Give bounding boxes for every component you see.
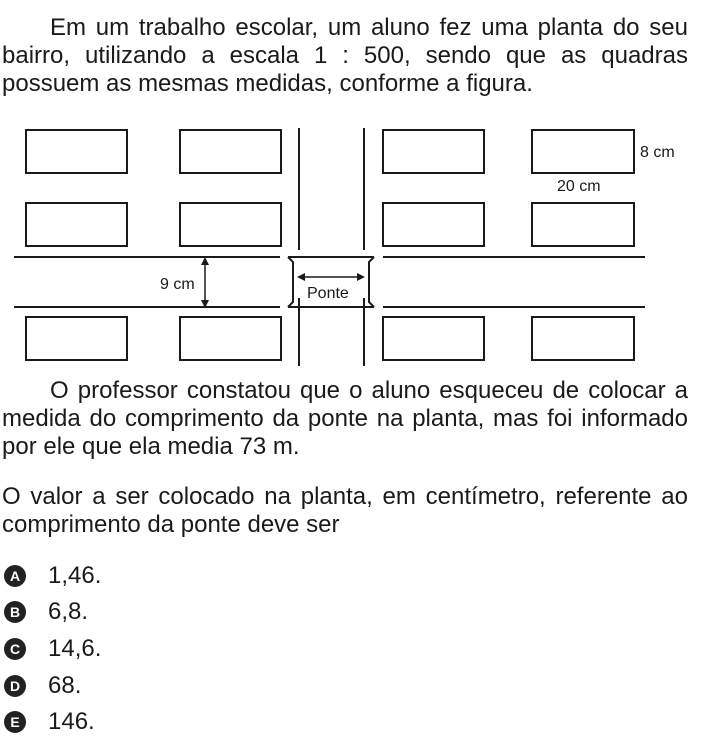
block: [532, 130, 634, 173]
block: [26, 317, 127, 360]
option-c[interactable]: [4, 635, 101, 663]
block: [180, 317, 281, 360]
block: [180, 203, 281, 246]
option-letter-badge: D: [4, 675, 26, 697]
option-b[interactable]: [4, 598, 88, 626]
option-text: 14,6.: [48, 635, 102, 662]
block-width-label: 20 cm: [557, 178, 601, 195]
block: [383, 317, 484, 360]
block: [180, 130, 281, 173]
street-width-label: 9 cm: [160, 276, 195, 293]
block: [383, 203, 484, 246]
option-d[interactable]: [4, 672, 81, 700]
neighborhood-map-figure: [0, 120, 701, 370]
option-text: 146.: [48, 708, 95, 735]
question-prompt: O valor a ser colocado na planta, em centímetro, referente ao comprimento da ponte deve ser: [2, 483, 688, 538]
option-letter-badge: B: [4, 601, 26, 623]
question-intro: Em um trabalho escolar, um aluno fez uma planta do seu bairro, utilizando a escala 1 : 500, sendo que as quadras possuem as mesmas medidas, conforme a figura.: [2, 14, 688, 97]
option-letter-badge: E: [4, 711, 26, 733]
option-text: 1,46.: [48, 562, 102, 589]
block: [26, 130, 127, 173]
option-a[interactable]: [4, 562, 101, 590]
block: [26, 203, 127, 246]
question-context: O professor constatou que o aluno esqueceu de colocar a medida do comprimento da ponte na planta, mas foi informado por ele que ela media 73 m.: [2, 377, 688, 460]
block: [532, 317, 634, 360]
block-height-label: 8 cm: [640, 144, 675, 161]
option-text: 6,8.: [48, 598, 89, 625]
option-e[interactable]: [4, 708, 95, 736]
block: [383, 130, 484, 173]
option-text: 68.: [48, 672, 82, 699]
option-letter-badge: A: [4, 565, 26, 587]
bridge-label: Ponte: [307, 285, 349, 302]
option-letter-badge: C: [4, 638, 26, 660]
block: [532, 203, 634, 246]
